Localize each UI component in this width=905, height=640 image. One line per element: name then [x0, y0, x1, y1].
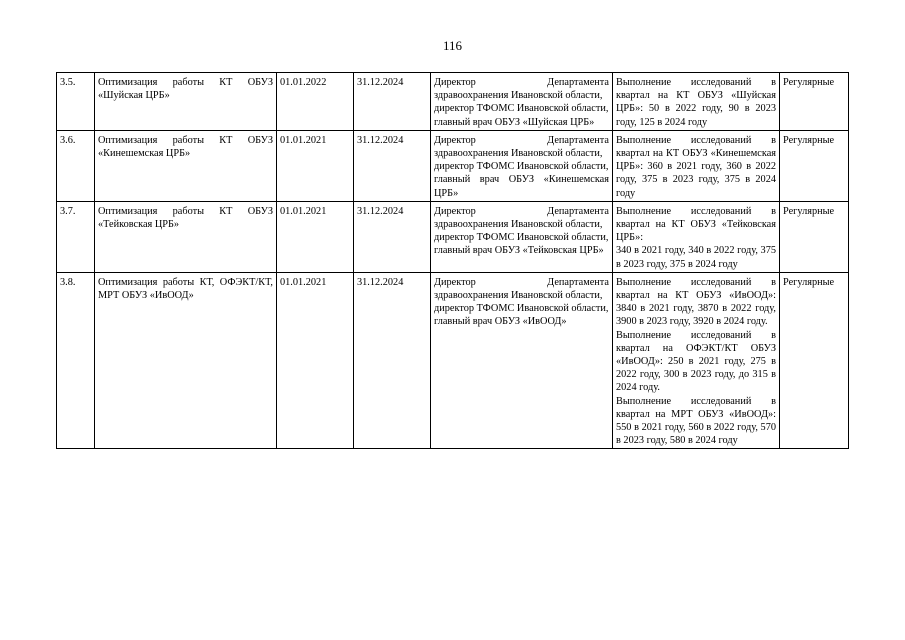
responsible-line: Директор Департамента здравоохранения Ивановской области, — [434, 134, 609, 160]
responsible-cell — [431, 272, 613, 449]
result-cell — [613, 201, 780, 272]
responsible-line: главный врач ОБУЗ «Шуйская ЦРБ» — [434, 116, 595, 128]
table-row — [57, 272, 849, 449]
row-number: 3.6. — [57, 130, 95, 201]
start-date: 01.01.2021 — [277, 201, 354, 272]
event-name: Оптимизация работы КТ, ОФЭКТ/КТ, МРТ ОБУЗ «ИвООД» — [95, 272, 277, 449]
result-cell — [613, 130, 780, 201]
start-date: 01.01.2022 — [277, 73, 354, 131]
end-date: 31.12.2024 — [354, 201, 431, 272]
start-date: 01.01.2021 — [277, 272, 354, 449]
event-type: Регулярные — [780, 201, 849, 272]
responsible-line: директор ТФОМС Ивановской области, — [434, 303, 609, 315]
result-paragraph: Выполнение исследований в квартал на КТ ОБУЗ «Кинешемская ЦРБ»: 360 в 2021 году, 360 в 2022 году, 375 в 2023 году, 375 в 2024 году — [616, 134, 776, 199]
event-type: Регулярные — [780, 130, 849, 201]
page-number: 116 — [442, 38, 463, 53]
responsible-line: главный врач ОБУЗ «Кинешемская ЦРБ» — [434, 174, 609, 199]
responsible-cell — [431, 201, 613, 272]
event-name: Оптимизация работы КТ ОБУЗ «Тейковская ЦРБ» — [95, 201, 277, 272]
result-paragraph: 340 в 2021 году, 340 в 2022 году, 375 в 2023 году, 375 в 2024 году — [616, 245, 776, 270]
event-type: Регулярные — [780, 272, 849, 449]
table-row — [57, 73, 849, 131]
start-date: 01.01.2021 — [277, 130, 354, 201]
row-number: 3.8. — [57, 272, 95, 449]
event-type: Регулярные — [780, 73, 849, 131]
responsible-cell — [431, 130, 613, 201]
responsible-cell — [431, 73, 613, 131]
responsible-line: Директор Департамента здравоохранения Ивановской области, — [434, 77, 609, 102]
responsible-line: директор ТФОМС Ивановской области, — [434, 232, 609, 244]
result-paragraph: Выполнение исследований в квартал на КТ ОБУЗ «Шуйская ЦРБ»: 50 в 2022 году, 90 в 2023 году, 125 в 2024 году — [616, 77, 776, 128]
responsible-line: директор ТФОМС Ивановской области, — [434, 103, 609, 115]
row-number: 3.5. — [57, 73, 95, 131]
result-paragraph: Выполнение исследований в квартал на КТ ОБУЗ «ИвООД»: 3840 в 2021 году, 3870 в 2022 году, 3900 в 2023 году, 3920 в 2024 году. — [616, 276, 776, 328]
responsible-line: главный врач ОБУЗ «ИвООД» — [434, 316, 567, 328]
event-name: Оптимизация работы КТ ОБУЗ «Кинешемская ЦРБ» — [95, 130, 277, 201]
events-table — [56, 72, 849, 449]
row-number: 3.7. — [57, 201, 95, 272]
end-date: 31.12.2024 — [354, 272, 431, 449]
responsible-line: главный врач ОБУЗ «Тейковская ЦРБ» — [434, 245, 604, 257]
end-date: 31.12.2024 — [354, 73, 431, 131]
result-paragraph: Выполнение исследований в квартал на МРТ ОБУЗ «ИвООД»: 550 в 2021 году, 560 в 2022 году, 570 в 2023 году, 580 в 2024 году — [616, 395, 776, 447]
result-cell — [613, 272, 780, 449]
table-row — [57, 130, 849, 201]
result-paragraph: Выполнение исследований в квартал на ОФЭКТ/КТ ОБУЗ «ИвООД»: 250 в 2021 году, 275 в 2022 году, 300 в 2023 году, до 315 в 2024 году. — [616, 329, 776, 394]
responsible-line: директор ТФОМС Ивановской области, — [434, 161, 609, 173]
end-date: 31.12.2024 — [354, 130, 431, 201]
result-paragraph: Выполнение исследований в квартал на КТ ОБУЗ «Тейковская ЦРБ»: — [616, 205, 776, 244]
result-cell — [613, 73, 780, 131]
responsible-line: Директор Департамента здравоохранения Ивановской области, — [434, 276, 609, 302]
table-row — [57, 201, 849, 272]
event-name: Оптимизация работы КТ ОБУЗ «Шуйская ЦРБ» — [95, 73, 277, 131]
responsible-line: Директор Департамента здравоохранения Ивановской области, — [434, 205, 609, 231]
